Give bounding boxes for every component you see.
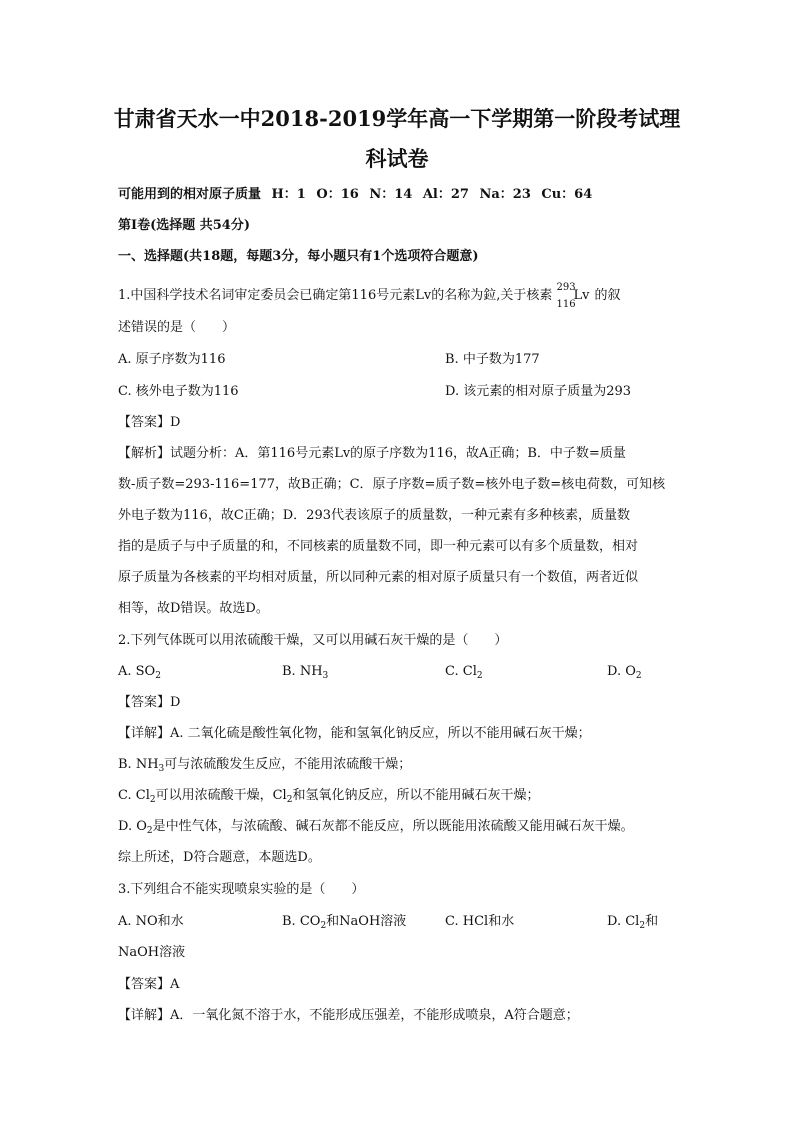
q1-stem-cont: 述错误的是（ ） [118, 320, 236, 335]
q2-option-b: B. $NH_3$ [282, 664, 329, 681]
q3-option-a: A. NO和水 [118, 914, 184, 929]
q1-nuclide-symbol: Lv [573, 288, 590, 303]
q3-option-d: D. $Cl_2$和 [607, 914, 659, 931]
q1-nuclide [556, 282, 594, 310]
q2-detail-3: C. $Cl_2$可以用浓硫酸干燥，$Cl_2$和氢氧化钠反应，所以不能用碱石灰干燥； [118, 788, 540, 805]
atomic-masses: 可能用到的相对原子质量 H：1 O：16 N：14 Al：27 Na：23 Cu：64 [118, 187, 593, 202]
q1-option-b: B. 中子数为177 [445, 352, 540, 367]
q1-nuclide-mass: 293 [556, 282, 576, 293]
q3-answer: 【答案】A [118, 977, 180, 992]
q1-explanation-3: 外电子数为116，故C正确；D．293代表该原子的质量数，一种元素有多种核素，质量数 [118, 508, 630, 523]
q2-option-c: C. $Cl_2$ [445, 664, 483, 681]
q1-explanation-4: 指的是质子与中子质量的和，不同核素的质量数不同，即一种元素可以有多个质量数，相对 [118, 539, 639, 554]
q1-stem-text: 1.中国科学技术名词审定委员会已确定第116号元素Lv的名称为鉝,关于核素 [118, 288, 553, 303]
q3-option-b: B. $CO_2$和NaOH溶液 [282, 914, 407, 931]
q3-option-d-cont: NaOH溶液 [118, 945, 186, 960]
q1-option-c: C. 核外电子数为116 [118, 384, 239, 399]
q1-nuclide-z: 116 [556, 299, 576, 310]
q1-explanation-6: 相等，故D错误。故选D。 [118, 601, 269, 616]
q3-stem: 3.下列组合不能实现喷泉实验的是（ ） [118, 882, 365, 897]
q2-option-a: A. $SO_2$ [118, 664, 161, 681]
doc-title-line2: 科试卷 [365, 146, 429, 171]
q2-detail-1: 【详解】A. 二氧化硫是酸性氧化物，能和氢氧化钠反应，所以不能用碱石灰干燥； [118, 726, 591, 741]
q2-detail-2: B. $NH_3$可与浓硫酸发生反应，不能用浓硫酸干燥； [118, 757, 412, 774]
doc-title-line1: 甘肃省天水一中2018-2019学年高一下学期第一阶段考试理 [113, 106, 681, 131]
q1-explanation-2: 数-质子数=293-116=177，故B正确；C．原子序数=质子数=核外电子数=核电荷数，可知核 [118, 477, 666, 492]
q3-detail-1: 【详解】A．一氧化氮不溶于水，不能形成压强差，不能形成喷泉，A符合题意； [118, 1008, 579, 1023]
part-heading: 一、选择题(共18题，每题3分，每小题只有1个选项符合题意) [118, 249, 479, 264]
q1-option-a: A. 原子序数为116 [118, 352, 226, 367]
q2-detail-4: D. $O_2$是中性气体，与浓硫酸、碱石灰都不能反应，所以既能用浓硫酸又能用碱石灰干燥。 [118, 819, 634, 836]
q1-stem [118, 282, 678, 310]
q1-option-d: D. 该元素的相对原子质量为293 [445, 384, 632, 399]
q3-option-c: C. HCl和水 [445, 914, 515, 929]
section-heading: 第Ⅰ卷(选择题 共54分) [118, 218, 250, 233]
q1-explanation-1: 【解析】试题分析：A．第116号元素Lv的原子序数为116，故A正确；B．中子数=质量 [118, 446, 626, 461]
q2-detail-5: 综上所述，D符合题意，本题选D。 [118, 850, 321, 865]
q1-answer: 【答案】D [118, 415, 181, 430]
q1-explanation-5: 原子质量为各核素的平均相对质量，所以同种元素的相对原子质量只有一个数值，两者近似 [118, 570, 639, 585]
q2-option-d: D. $O_2$ [607, 664, 642, 681]
q2-stem: 2.下列气体既可以用浓硫酸干燥，又可以用碱石灰干燥的是（ ） [118, 633, 508, 648]
q1-stem-text-b: 的叙 [594, 288, 621, 303]
q2-answer: 【答案】D [118, 695, 181, 710]
